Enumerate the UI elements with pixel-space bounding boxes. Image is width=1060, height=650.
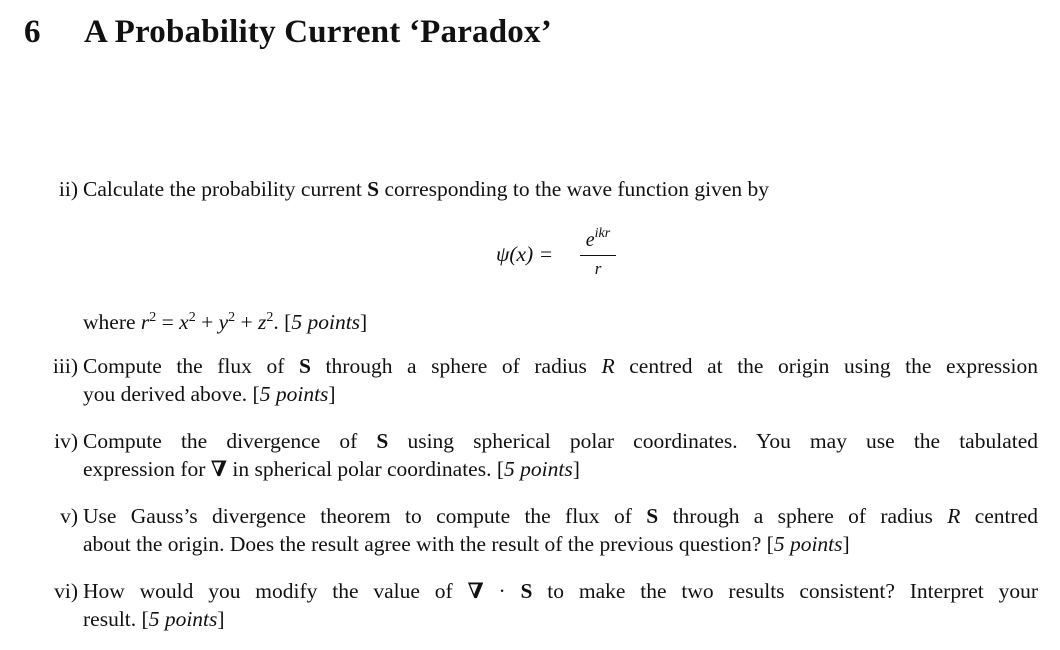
fraction-numerator — [580, 222, 616, 252]
where-clause — [83, 304, 367, 336]
question-label-vi: vi) — [54, 579, 78, 603]
vector-symbol-s: S — [520, 579, 533, 603]
math-var-z: z — [258, 310, 267, 334]
vector-symbol-s: S — [646, 504, 659, 528]
section-heading — [24, 14, 552, 51]
math-var-r-radius: R — [601, 354, 615, 378]
text-fragment: How would you modify the value of — [83, 579, 468, 603]
text-fragment: Calculate the probability current — [83, 177, 368, 201]
text-fragment: using spherical polar coordinates. You may use the tabulated — [388, 429, 1039, 453]
fraction-bar — [580, 255, 616, 256]
text-fragment: result. [ — [83, 607, 149, 631]
question-text-vi — [83, 577, 1038, 633]
points-value: 5 points — [291, 310, 361, 334]
question-text-iv — [83, 427, 1038, 483]
question-iv-line-2 — [83, 455, 1038, 483]
question-label-iii: iii) — [52, 354, 78, 378]
math-var-r-radius: R — [947, 504, 961, 528]
section-title: A Probability Current ‘Paradox’ — [84, 14, 552, 50]
text-fragment: centred at the origin using the expression — [614, 354, 1038, 378]
text-fragment: through a sphere of radius — [658, 504, 948, 528]
text-fragment: Compute the flux of — [83, 354, 299, 378]
text-fragment: where — [83, 310, 141, 334]
question-iii-line-1 — [83, 352, 1038, 380]
text-fragment: about the origin. Does the result agree with the result of the previous question? [ — [83, 532, 774, 556]
text-fragment: Compute the divergence of — [83, 429, 377, 453]
text-fragment: + — [235, 310, 259, 334]
text-fragment: · — [483, 579, 521, 603]
question-v-line-1 — [83, 502, 1038, 530]
question-text-v — [83, 502, 1038, 558]
text-fragment: Use Gauss’s divergence theorem to compute the flux of — [83, 504, 647, 528]
exponent: 2 — [228, 310, 236, 325]
points-value: 5 points — [148, 607, 218, 631]
text-fragment: corresponding to the wave function given by — [379, 177, 770, 201]
nabla-symbol: ∇ — [210, 457, 227, 481]
exponent: 2 — [149, 310, 157, 325]
vector-symbol-s: S — [299, 354, 311, 378]
question-vi-line-2 — [83, 605, 1038, 633]
math-var-r: r — [140, 310, 150, 334]
exponent: 2 — [266, 310, 274, 325]
vector-symbol-s: S — [367, 177, 380, 201]
vector-symbol-s: S — [376, 429, 389, 453]
equation-lhs-text: ψ(x) = — [496, 242, 554, 266]
question-vi-line-1 — [83, 577, 1038, 605]
math-var-x: x — [179, 310, 189, 334]
text-fragment: ] — [217, 607, 225, 631]
question-iv-line-1 — [83, 427, 1038, 455]
text-fragment: centred — [960, 504, 1038, 528]
text-fragment: . [ — [273, 310, 292, 334]
text-fragment: to make the two results consistent? Interpret your — [532, 579, 1038, 603]
question-v-line-2 — [83, 530, 1038, 558]
fraction-denominator: r — [594, 259, 602, 278]
text-fragment: = — [156, 310, 180, 334]
text-fragment: expression for — [83, 457, 211, 481]
text-fragment: ] — [572, 457, 580, 481]
points-value: 5 points — [773, 532, 843, 556]
question-label-v: v) — [60, 504, 78, 528]
text-fragment: + — [195, 310, 219, 334]
text-fragment: through a sphere of radius — [310, 354, 602, 378]
question-text-ii — [83, 175, 1038, 203]
text-fragment: ] — [842, 532, 850, 556]
question-label-ii: ii) — [58, 177, 78, 201]
question-ii-line-1 — [83, 175, 1038, 203]
equation-fraction — [580, 222, 616, 280]
text-fragment: you derived above. [ — [83, 382, 260, 406]
question-text-iii — [83, 352, 1038, 408]
question-label-iv: iv) — [54, 429, 78, 453]
text-fragment: ] — [328, 382, 336, 406]
points-value: 5 points — [504, 457, 573, 481]
math-var-y: y — [218, 310, 229, 334]
section-number: 6 — [24, 14, 41, 50]
text-fragment: in spherical polar coordinates. [ — [226, 457, 504, 481]
question-iii-line-2 — [83, 380, 1038, 408]
exponent: 2 — [188, 310, 196, 325]
text-fragment: ] — [360, 310, 368, 334]
points-value: 5 points — [259, 382, 329, 406]
nabla-symbol: ∇ — [467, 579, 484, 603]
numerator-exponent: ikr — [594, 226, 611, 241]
wave-function-equation — [496, 222, 636, 282]
equation-lhs — [496, 242, 553, 267]
numerator-base: e — [585, 229, 595, 251]
